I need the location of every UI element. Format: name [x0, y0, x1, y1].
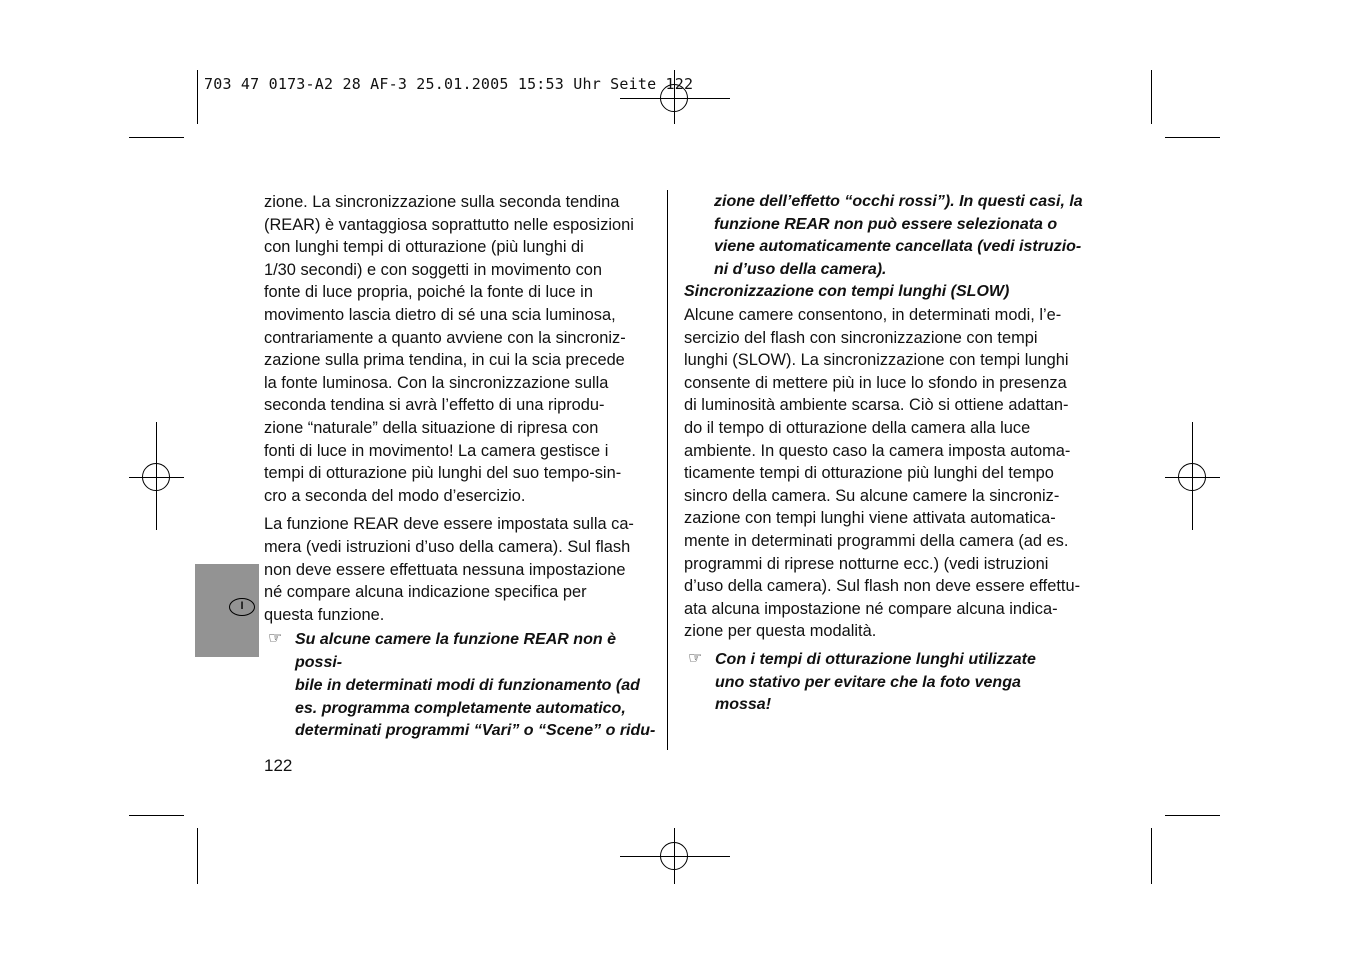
language-badge: I [229, 598, 255, 616]
text-line: questa funzione. [264, 605, 385, 624]
pointing-hand-icon: ☞ [268, 630, 283, 648]
text-line: di luminosità ambiente scarsa. Ciò si ottiene adattan- [684, 396, 1069, 415]
paragraph [264, 191, 659, 507]
text-line: consente di mettere più in luce lo sfondo in presenza [684, 373, 1067, 392]
language-tab [195, 564, 259, 657]
note-line: bile in determinati modi di funzionamento (ad [295, 676, 640, 694]
text-line: tempi di otturazione più lunghi del suo tempo-sin- [264, 464, 622, 483]
crop-mark [197, 828, 198, 884]
note-line: ni d’uso della camera). [714, 260, 887, 278]
text-line: sercizio del flash con sincronizzazione con tempi [684, 328, 1038, 347]
crop-mark [1151, 70, 1152, 124]
text-line: d’uso della camera). Sul flash non deve essere effettu- [684, 577, 1081, 596]
text-line: fonte di luce propria, poiché la fonte di luce in [264, 283, 593, 302]
text-line: non deve essere effettuata nessuna impostazione [264, 560, 626, 579]
text-line: zazione con tempi lunghi viene attivata automatica- [684, 509, 1056, 528]
paragraph [264, 513, 659, 626]
print-header: 703 47 0173-A2 28 AF-3 25.01.2005 15:53 Uhr Seite 122 [204, 75, 694, 93]
text-line: zazione sulla prima tendina, in cui la scia precede [264, 351, 625, 370]
registration-mark-circle [660, 842, 688, 870]
text-line: né compare alcuna indicazione specifica per [264, 583, 587, 602]
text-line: cro a seconda del modo d’esercizio. [264, 486, 526, 505]
text-line: programmi di riprese notturne ecc.) (vedi istruzioni [684, 554, 1049, 573]
text-line: seconda tendina si avrà l’effetto di una riprodu- [264, 396, 605, 415]
crop-mark [197, 70, 198, 124]
left-column [264, 191, 659, 743]
registration-mark-circle [142, 463, 170, 491]
column-divider [667, 190, 668, 750]
note-continuation [684, 191, 1084, 281]
note-line: mossa! [715, 696, 772, 714]
text-line: movimento lascia dietro di sé una scia luminosa, [264, 305, 616, 324]
registration-mark-circle [1178, 463, 1206, 491]
text-line: do il tempo di otturazione della camera alla luce [684, 418, 1031, 437]
crop-mark [129, 815, 184, 816]
note-line: funzione REAR non può essere selezionata o [714, 215, 1058, 233]
text-line: 1/30 secondi) e con soggetti in movimento con [264, 260, 603, 279]
crop-mark [1165, 137, 1220, 138]
note [684, 649, 1084, 717]
note-line: viene automaticamente cancellata (vedi istruzio- [714, 238, 1082, 256]
text-line: lunghi (SLOW). La sincronizzazione con tempi lunghi [684, 351, 1069, 370]
crop-mark [129, 137, 184, 138]
note [264, 629, 659, 743]
right-column [684, 191, 1084, 717]
note-line: zione dell’effetto “occhi rossi”). In questi casi, la [714, 193, 1083, 210]
text-line: ambiente. In questo caso la camera imposta automa- [684, 441, 1071, 460]
text-line: Alcune camere consentono, in determinati modi, l’e- [684, 305, 1062, 324]
paragraph [684, 304, 1084, 643]
text-line: zione “naturale” della situazione di ripresa con [264, 418, 599, 437]
text-line: mera (vedi istruzioni d’uso della camera). Sul flash [264, 537, 631, 556]
note-line: uno stativo per evitare che la foto venga [715, 673, 1021, 691]
text-line: ata alcuna impostazione né compare alcuna indica- [684, 599, 1058, 618]
pointing-hand-icon: ☞ [688, 649, 703, 667]
text-line: La funzione REAR deve essere impostata sulla ca- [264, 515, 634, 534]
crop-mark [1165, 815, 1220, 816]
note-line: es. programma completamente automatico, [295, 699, 626, 717]
text-line: la fonte luminosa. Con la sincronizzazione sulla [264, 373, 609, 392]
page-number: 122 [264, 756, 293, 775]
note-line: Con i tempi di otturazione lunghi utilizzate [715, 650, 1036, 668]
text-line: zione per questa modalità. [684, 622, 877, 641]
section-heading: Sincronizzazione con tempi lunghi (SLOW) [684, 283, 1010, 301]
note-line: determinati programmi “Vari” o “Scene” o ridu- [295, 722, 656, 740]
text-line: (REAR) è vantaggiosa soprattutto nelle esposizioni [264, 215, 634, 234]
text-line: ticamente tempi di otturazione più lunghi del tempo [684, 464, 1054, 483]
text-line: zione. La sincronizzazione sulla seconda tendina [264, 193, 620, 211]
text-line: contrariamente a quanto avviene con la sincroniz- [264, 328, 626, 347]
text-line: fonti di luce in movimento! La camera gestisce i [264, 441, 609, 460]
text-line: mente in determinati programmi della camera (ad es. [684, 531, 1069, 550]
text-line: sincro della camera. Su alcune camere la sincroniz- [684, 486, 1060, 505]
note-line: Su alcune camere la funzione REAR non è possi- [295, 631, 616, 672]
crop-mark [1151, 828, 1152, 884]
text-line: con lunghi tempi di otturazione (più lunghi di [264, 238, 584, 257]
